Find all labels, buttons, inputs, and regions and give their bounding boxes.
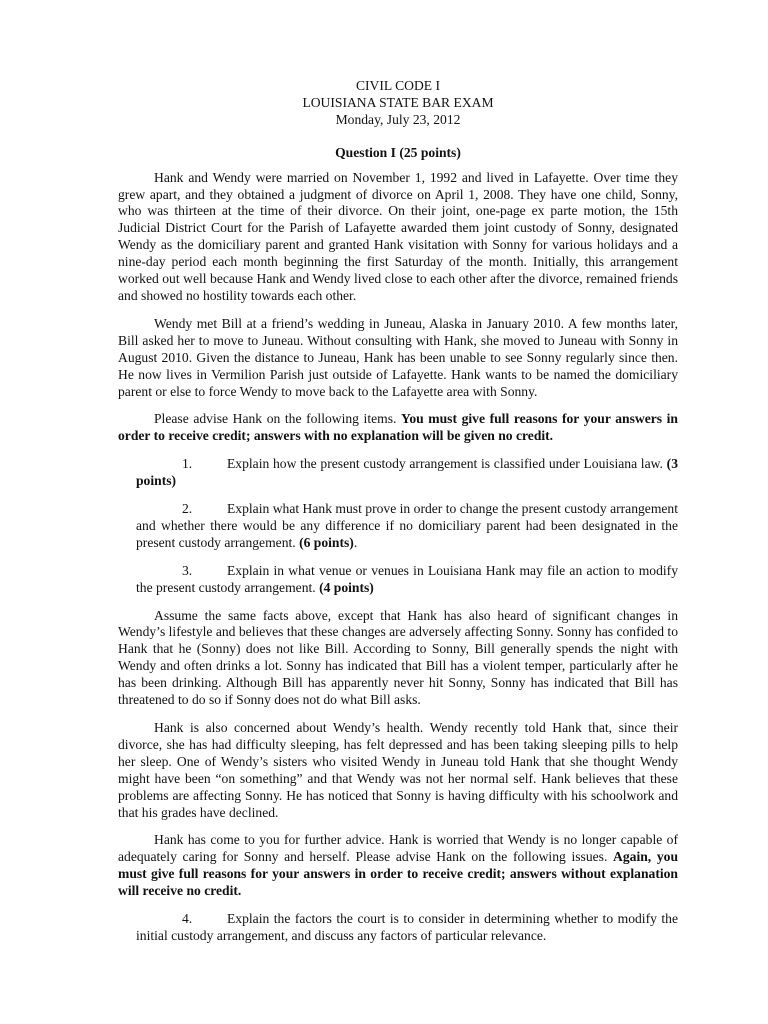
- instructions-emphasis: Again, you must give full reasons for your answers in order to receive credit; answers without explanation will receive no credit.: [118, 849, 679, 899]
- instructions-text: Please advise Hank on the following items.: [154, 411, 402, 427]
- item-text: Explain the factors the court is to consider in determining whether to modify the initial custody arrangement, and discuss any factors of particular relevance.: [136, 911, 678, 943]
- item-number: 4.: [182, 911, 193, 927]
- question-item-1: [136, 456, 678, 490]
- question-item-2: [136, 501, 678, 552]
- instructions-paragraph-2: [118, 832, 678, 900]
- item-points: (4 points): [319, 579, 374, 595]
- question-heading: Question I (25 points): [335, 144, 461, 160]
- exam-title: LOUISIANA STATE BAR EXAM: [302, 94, 494, 110]
- instructions-paragraph-1: [118, 411, 678, 445]
- item-number: 1.: [182, 456, 193, 472]
- instructions-emphasis: You must give full reasons for your answers in order to receive credit; answers with no explanation will be given no credit.: [118, 411, 678, 444]
- facts-paragraph-2: Wendy met Bill at a friend’s wedding in Juneau, Alaska in January 2010. A few months later, Bill asked her to move to Juneau. Without consulting with Hank, she moved to Juneau with Sonny in August 2010. Given the distance to Juneau, Hank has been unable to see Sonny regularly since then. He now lives in Vermilion Parish just outside of Lafayette. Hank wants to be named the domiciliary parent or else to force Wendy to move back to the Lafayette area with Sonny.: [118, 315, 678, 399]
- exam-date: Monday, July 23, 2012: [335, 111, 461, 127]
- exam-subject: CIVIL CODE I: [355, 78, 441, 93]
- item-text: Explain how the present custody arrangement is classified under Louisiana law.: [227, 456, 667, 472]
- item-number: 3.: [182, 562, 193, 578]
- exam-page: [118, 78, 678, 956]
- facts-paragraph-1: Hank and Wendy were married on November 1, 1992 and lived in Lafayette. Over time they grew apart, and they obtained a judgment of divorce on April 1, 2008. They have one child, Sonny, who was thirteen at the time of their divorce. On their joint, one-page ex parte motion, the 15th Judicial District Court for the Parish of Lafayette awarded them joint custody of Sonny, designated Wendy as the domiciliary parent and granted Hank visitation with Sonny for various holidays and a nine-day period each month beginning the first Saturday of the month. Initially, this arrangement worked out well because Hank and Wendy lived close to each other after the divorce, remained friends and showed no hostility towards each other.: [118, 169, 678, 303]
- instructions-text: Hank has come to you for further advice. Hank is worried that Wendy is no longer capable of adequately caring for Sonny and herself. Please advise Hank on the following issues.: [118, 832, 678, 865]
- facts-paragraph-4: Hank is also concerned about Wendy’s health. Wendy recently told Hank that, since their divorce, she has had difficulty sleeping, has felt depressed and has been taking sleeping pills to help her sleep. One of Wendy’s sisters who visited Wendy in Juneau told Hank that she thought Wendy might have been “on something” and that Wendy was not her normal self. Hank believes that these problems are affecting Sonny. He has noticed that Sonny is having difficulty with his schoolwork and that his grades have declined.: [118, 720, 678, 820]
- item-text: Explain what Hank must prove in order to change the present custody arrangement and whether there would be any difference if no domiciliary parent had been designated in the present custody arrangement.: [136, 501, 678, 550]
- item-tail: .: [353, 534, 358, 550]
- item-number: 2.: [182, 501, 193, 517]
- question-item-4: [136, 911, 678, 945]
- facts-paragraph-3: Assume the same facts above, except that Hank has also heard of significant changes in Wendy’s lifestyle and believes that these changes are adversely affecting Sonny. Sonny has confided to Hank that he (Sonny) does not like Bill. According to Sonny, Bill generally spends the night with Wendy and often drinks a lot. Sonny has indicated that Bill has a violent temper, particularly after he has been drinking. Although Bill has apparently never hit Sonny, Sonny has indicated that Bill has threatened to do so if Sonny does not do what Bill asks.: [118, 607, 678, 708]
- question-item-3: [136, 563, 678, 597]
- item-points: (6 points): [299, 534, 354, 550]
- item-points: (3 points): [136, 456, 678, 489]
- item-text: Explain in what venue or venues in Louisiana Hank may file an action to modify the present custody arrangement.: [136, 562, 678, 595]
